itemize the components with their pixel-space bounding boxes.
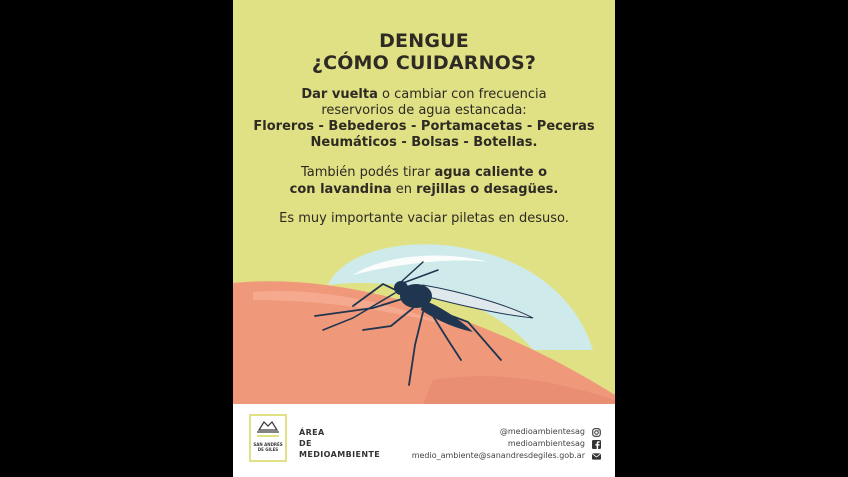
title-line-1: DENGUE xyxy=(379,30,469,52)
paragraph-hot-water xyxy=(233,164,615,198)
area-line-1: ÁREA xyxy=(299,428,325,437)
area-label xyxy=(299,427,380,460)
instagram-handle[interactable]: @medioambientesag xyxy=(499,427,585,436)
area-line-3: MEDIOAMBIENTE xyxy=(299,450,381,459)
logo-text: SAN ANDRÉS DE GILES xyxy=(253,442,283,452)
facebook-handle[interactable]: medioambientesag xyxy=(507,439,585,448)
para1-line1-rest: o cambiar con frecuencia xyxy=(377,87,547,102)
para2-bold-3: rejillas o desagües. xyxy=(416,182,559,197)
facebook-icon[interactable] xyxy=(592,440,601,449)
page-title xyxy=(233,30,615,74)
area-line-2: DE xyxy=(299,439,312,448)
para2-text-1: También podés tirar xyxy=(300,165,435,180)
paragraph-reservoirs xyxy=(233,87,615,151)
para2-bold-1: agua caliente o xyxy=(434,165,548,180)
para1-line3: Floreros - Bebederos - Portamacetas - Peceras xyxy=(253,119,595,134)
footer xyxy=(233,404,615,477)
para1-line2: reservorios de agua estancada: xyxy=(321,103,527,118)
mosquito-head xyxy=(394,281,408,295)
paragraph-pools: Es muy importante vaciar piletas en desuso. xyxy=(279,211,569,226)
para1-line4: Neumáticos - Bolsas - Botellas. xyxy=(310,135,538,150)
email-address[interactable]: medio_ambiente@sanandresdegiles.gob.ar xyxy=(411,451,585,460)
title-line-2: ¿CÓMO CUIDARNOS? xyxy=(311,52,537,74)
logo-emblem-icon xyxy=(251,416,285,440)
email-icon[interactable] xyxy=(592,452,601,461)
para2-text-2: en xyxy=(391,182,417,197)
bold-lead: Dar vuelta xyxy=(301,87,378,102)
logo-icon xyxy=(249,414,287,462)
instagram-icon[interactable] xyxy=(592,428,601,437)
poster xyxy=(233,0,615,477)
para2-bold-2: con lavandina xyxy=(289,182,392,197)
